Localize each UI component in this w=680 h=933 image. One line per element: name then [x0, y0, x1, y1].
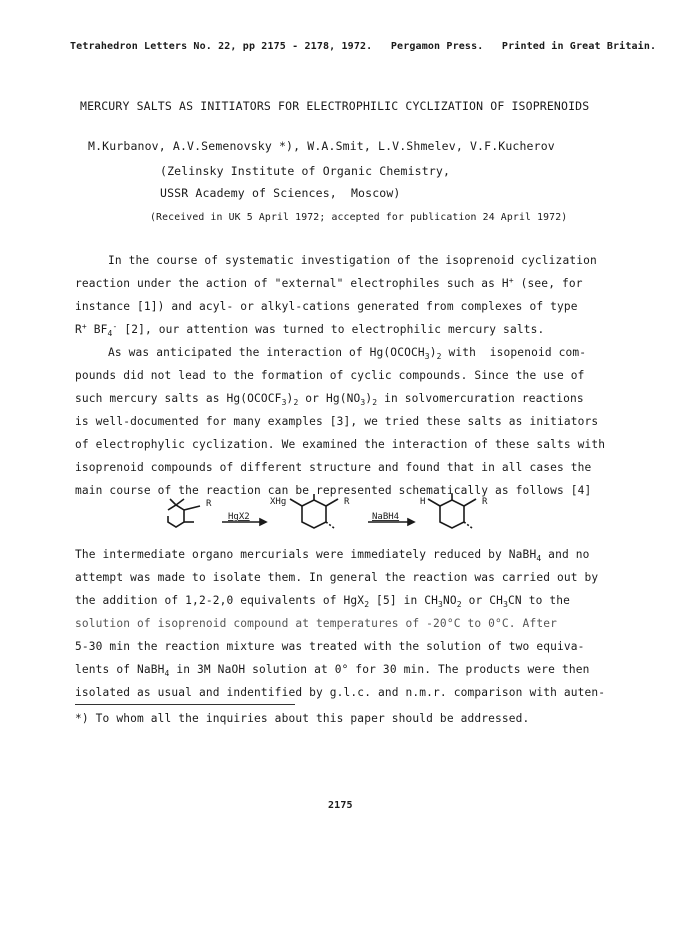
paper-title: MERCURY SALTS AS INITIATORS FOR ELECTROPHILIC CYCLIZATION OF ISOPRENOIDS	[80, 99, 590, 113]
substituent-label: R	[344, 497, 350, 507]
body-line: is well-documented for many examples [3], we tried these salts as initiators	[75, 415, 599, 428]
footnote: *) To whom all the inquiries about this paper should be addressed.	[75, 712, 530, 725]
body-line: reaction under the action of "external" electrophiles such as H+ (see, for	[75, 276, 583, 290]
substituent-label: XHg	[270, 497, 287, 507]
body-line: pounds did not lead to the formation of cyclic compounds. Since the use of	[75, 369, 585, 382]
body-line: such mercury salts as $Hg(OCOCF_3)_2$ or $Hg(NO_3)_2$ in solvomercuration reactions	[75, 392, 584, 407]
body-line: R+ $BF_4^-$ [2], our attention was turned to electrophilic mercury salts.	[75, 322, 545, 338]
body-line: The intermediate organo mercurials were immediately reduced by NaBH$_4$ and no	[75, 548, 590, 563]
body-line: attempt was made to isolate them. In general the reaction was carried out by	[75, 571, 599, 584]
isoprenoid-structure	[168, 499, 200, 527]
organomercurial-structure	[290, 494, 338, 528]
substituent-label: R	[206, 499, 212, 509]
body-line: main course of the reaction can be represented schematically as follows [4]	[75, 484, 592, 497]
body-line: As was anticipated the interaction of $Hg(OCOCH_3)_2$ with isopenoid com-	[108, 346, 587, 361]
body-line: solution of isoprenoid compound at temperatures of -20°C to 0°C. After	[75, 617, 557, 630]
body-line: of electrophylic cyclization. We examined the interaction of these salts with	[75, 438, 606, 451]
reagent-label: NaBH4	[372, 512, 400, 522]
body-line: 5-30 min the reaction mixture was treated with the solution of two equiva-	[75, 640, 585, 653]
body-line: In the course of systematic investigation of the isoprenoid cyclization	[108, 254, 597, 267]
journal-header: Tetrahedron Letters No. 22, pp 2175 - 2178, 1972. Pergamon Press. Printed in Great Britain.	[70, 41, 657, 52]
body-line: isolated as usual and indentified by g.l.c. and n.m.r. comparison with auten-	[75, 686, 606, 699]
body-line: the addition of 1,2-2,0 equivalents of HgX$_2$ [5] in $CH_3NO_2$ or $CH_3CN$ to the	[75, 594, 571, 609]
affiliation-line-1: (Zelinsky Institute of Organic Chemistry,	[160, 164, 451, 178]
footnote-rule	[75, 704, 295, 705]
body-line: instance [1]) and acyl- or alkyl-cations generated from complexes of type	[75, 300, 578, 313]
cyclization-scheme	[150, 492, 530, 544]
cyclic-product-structure	[428, 494, 476, 528]
page-number: 2175	[328, 800, 353, 811]
substituent-label: H	[420, 497, 426, 507]
received-dates: (Received in UK 5 April 1972; accepted for publication 24 April 1972)	[150, 212, 568, 223]
substituent-label: R	[482, 497, 488, 507]
body-line: lents of NaBH$_4$ in 3M NaOH solution at 0° for 30 min. The products were then	[75, 663, 590, 678]
affiliation-line-2: USSR Academy of Sciences, Moscow)	[160, 186, 401, 200]
author-list: M.Kurbanov, A.V.Semenovsky *), W.A.Smit, L.V.Shmelev, V.F.Kucherov	[88, 139, 555, 153]
reagent-label: HgX2	[228, 512, 250, 522]
body-line: isoprenoid compounds of different structure and found that in all cases the	[75, 461, 592, 474]
